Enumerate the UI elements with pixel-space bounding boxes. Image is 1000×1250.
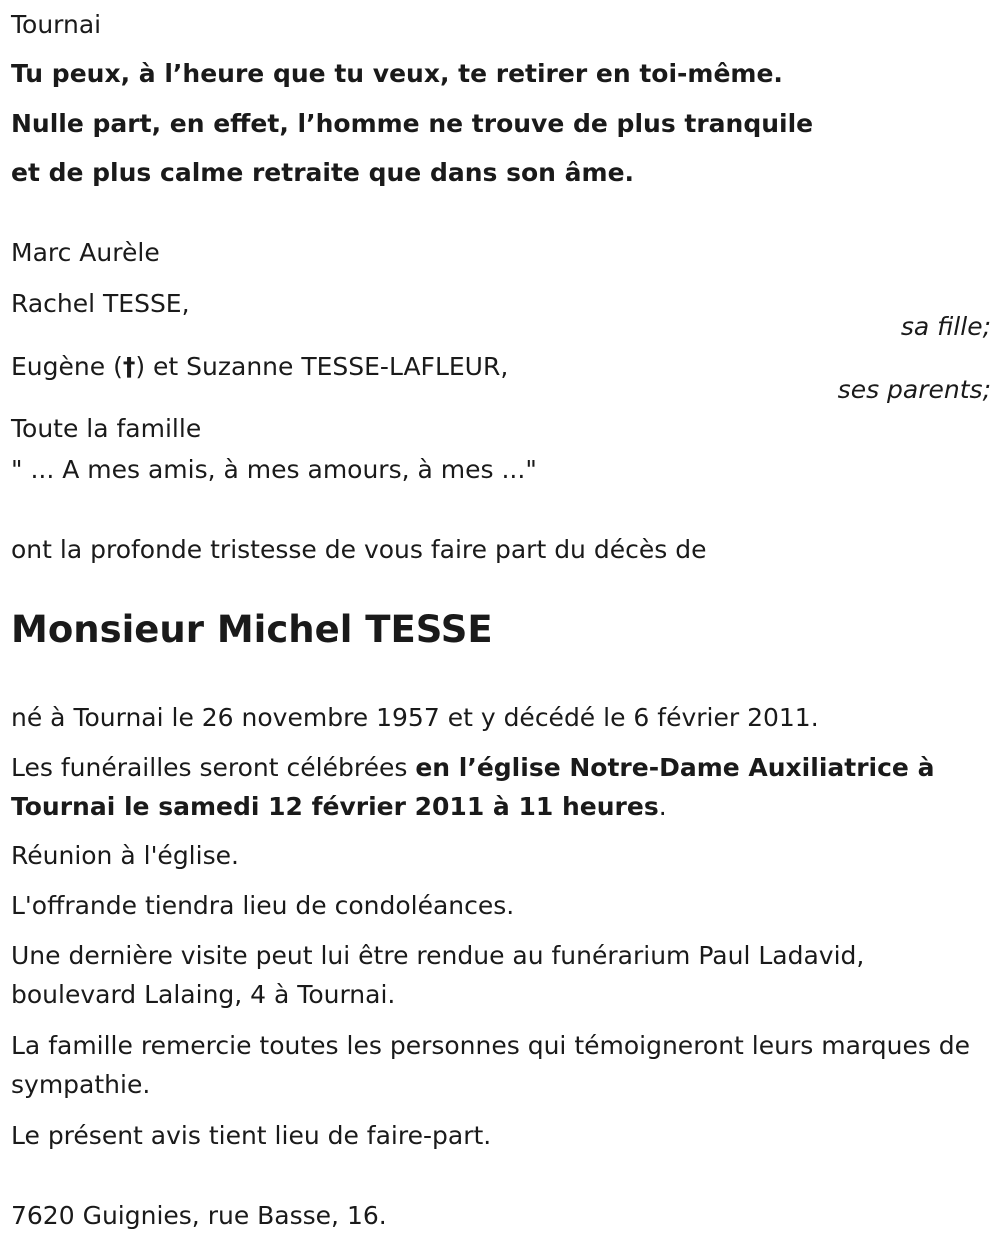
cross-icon: † [122,352,136,381]
meeting: Réunion à l'église. [11,841,239,870]
daughter-role: sa fille; [900,312,991,341]
parents-first: Eugène ( [11,352,123,381]
notice: Le présent avis tient lieu de faire-part. [11,1121,492,1150]
obituary-page [11,0,991,1250]
all-family: Toute la famille [11,414,202,443]
funeral-info [11,748,986,826]
funeral-details: en l’église Notre-Dame Auxiliatrice à Tournai le samedi 12 février 2011 à 11 heures [11,753,935,821]
parents-names [11,352,508,382]
location: Tournai [11,10,102,39]
quote-author: Marc Aurèle [11,238,160,267]
parents-role: ses parents; [837,375,991,404]
quote-line-1: Tu peux, à l’heure que tu veux, te retirer en toi-même. [11,59,783,88]
funeral-intro: Les funérailles seront célébrées [11,753,416,782]
address: 7620 Guignies, rue Basse, 16. [11,1201,387,1230]
offering: L'offrande tiendra lieu de condoléances. [11,891,515,920]
parents-rest: ) et Suzanne TESSE-LAFLEUR, [135,352,509,381]
friends-line: " ... A mes amis, à mes amours, à mes ..." [11,455,537,484]
birth-death: né à Tournai le 26 novembre 1957 et y décédé le 6 février 2011. [11,703,819,732]
daughter-name: Rachel TESSE, [11,289,190,318]
announcement: ont la profonde tristesse de vous faire part du décès de [11,535,707,564]
funeral-end: . [658,792,667,821]
visit-info: Une dernière visite peut lui être rendue au funérarium Paul Ladavid, boulevard Lalaing, 4 à Tournai. [11,941,865,1009]
thanks: La famille remercie toutes les personnes qui témoigneront leurs marques de sympathie. [11,1031,971,1099]
deceased-name: Monsieur Michel TESSE [11,608,493,651]
quote-line-2: Nulle part, en effet, l’homme ne trouve de plus tranquile [11,109,814,138]
quote-line-3: et de plus calme retraite que dans son âme. [11,158,635,187]
